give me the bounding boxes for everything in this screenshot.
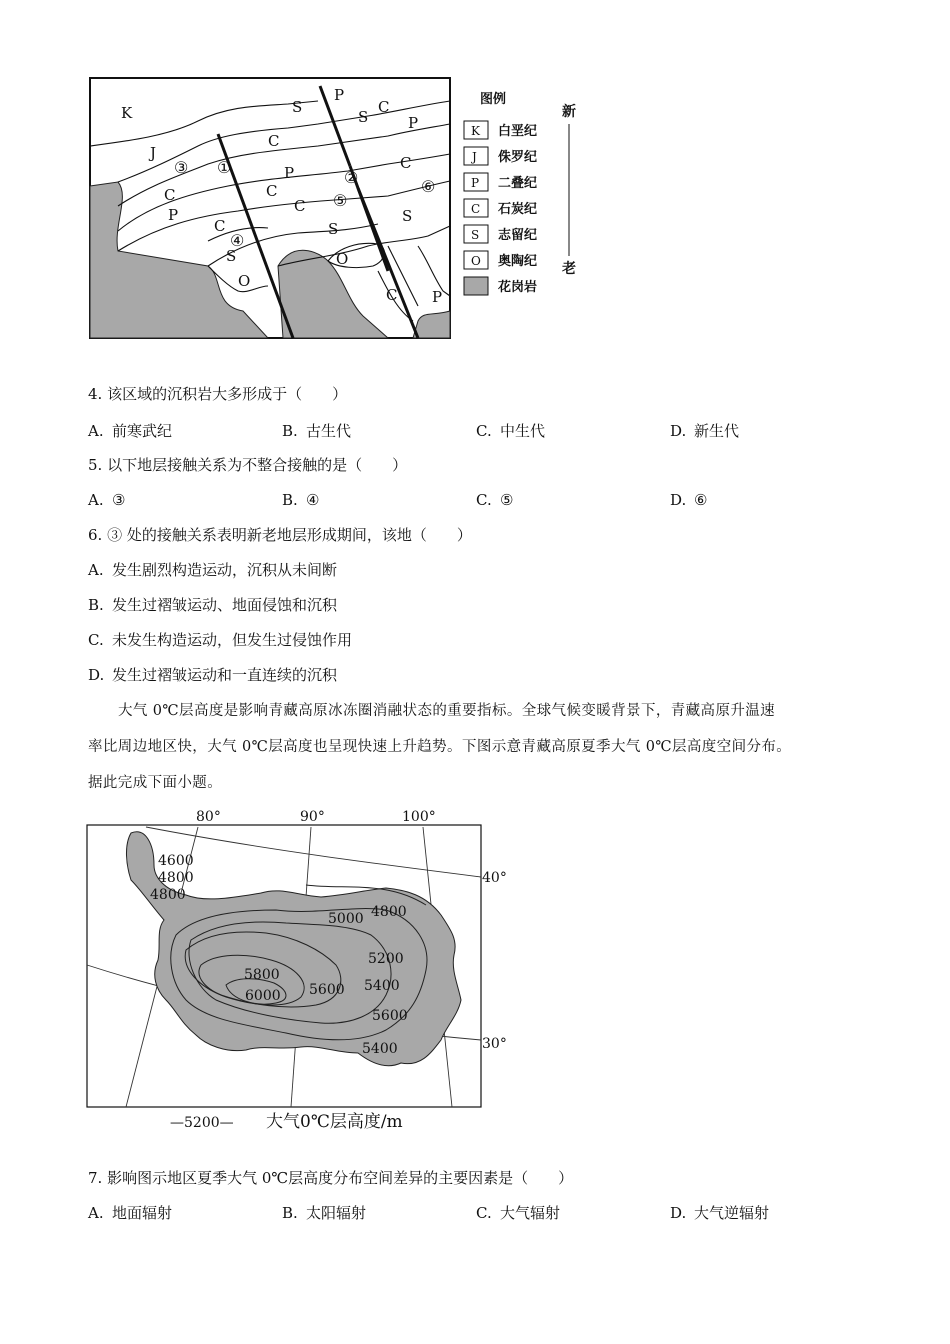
legend-name: 二叠纪 [498, 176, 538, 191]
tibet-legend-text: 大气0℃层高度/m [266, 1112, 403, 1132]
contour-label: 5800 [244, 967, 280, 983]
option-key: C. [476, 1204, 492, 1222]
stratum-label: P [284, 164, 295, 182]
q4-option-d[interactable] [670, 421, 739, 441]
option-key: D. [670, 422, 687, 440]
stratum-label: O [336, 250, 349, 268]
legend-name: 奥陶纪 [498, 254, 538, 269]
option-key: A. [88, 1204, 104, 1222]
contour-label: 6000 [245, 988, 281, 1004]
option-key: A. [88, 491, 104, 509]
stratum-label: J [150, 144, 157, 162]
tibet-legend-value: —5200— [170, 1115, 234, 1131]
stratum-label: P [432, 288, 443, 306]
geologic-map-figure [88, 76, 588, 346]
q6-option-a[interactable] [88, 560, 337, 580]
legend-title: 图例 [480, 92, 507, 107]
option-key: C. [88, 631, 104, 649]
q7-option-a[interactable] [88, 1203, 172, 1223]
contour-label: 4800 [150, 887, 186, 903]
contour-label: 5400 [362, 1041, 398, 1057]
stratum-label: C [378, 98, 390, 116]
longitude-label: 100° [402, 809, 436, 825]
q6-option-d[interactable] [88, 665, 337, 685]
q7-option-d[interactable] [670, 1203, 769, 1223]
stratum-label: P [334, 86, 345, 104]
legend-name: 志留纪 [498, 228, 538, 243]
option-text: 中生代 [500, 422, 546, 440]
legend-code: O [471, 254, 481, 268]
stratum-label: S [226, 247, 237, 265]
question-7-stem: 7. 影响图示地区夏季大气 0℃层高度分布空间差异的主要因素是（ ） [88, 1169, 574, 1187]
tibet-map-figure [86, 805, 526, 1140]
stratum-label: P [408, 114, 419, 132]
legend-old-label: 老 [562, 261, 576, 277]
point-label-4: ④ [230, 231, 245, 250]
option-text: 大气辐射 [500, 1204, 561, 1222]
q4-option-c[interactable] [476, 421, 545, 441]
option-text: 发生过褶皱运动和一直连续的沉积 [112, 666, 338, 684]
stratum-label: C [400, 154, 412, 172]
stratum-label: C [164, 186, 176, 204]
contour-label: 5200 [368, 951, 404, 967]
option-text: 新生代 [694, 422, 740, 440]
legend-new-label: 新 [562, 104, 576, 120]
stratum-label: C [386, 286, 398, 304]
legend-name: 花岗岩 [498, 280, 538, 295]
point-label-2: ② [344, 168, 359, 187]
q4-option-b[interactable] [282, 421, 351, 441]
stratum-label: C [266, 182, 278, 200]
legend-name: 白垩纪 [498, 124, 538, 139]
option-key: A. [88, 561, 104, 579]
map-legend [464, 91, 576, 295]
stratum-label: P [168, 206, 179, 224]
option-key: D. [670, 1204, 687, 1222]
contour-label: 4800 [158, 870, 194, 886]
option-key: C. [476, 422, 492, 440]
point-label-3: ③ [174, 158, 189, 177]
option-key: B. [282, 1204, 298, 1222]
q5-option-b[interactable] [282, 490, 319, 510]
stratum-label: C [268, 132, 280, 150]
option-text: ④ [306, 491, 320, 509]
contour-label: 5000 [328, 911, 364, 927]
q5-option-d[interactable] [670, 490, 707, 510]
legend-code: S [471, 228, 480, 242]
contour-label: 4800 [371, 904, 407, 920]
contour-label: 4600 [158, 853, 194, 869]
option-key: D. [88, 666, 105, 684]
latitude-label: 40° [482, 870, 507, 886]
question-5-stem: 5. 以下地层接触关系为不整合接触的是（ ） [88, 456, 408, 474]
contour-label: 5400 [364, 978, 400, 994]
q6-option-b[interactable] [88, 595, 337, 615]
legend-code: C [471, 202, 481, 216]
option-text: 未发生构造运动，但发生过侵蚀作用 [112, 631, 353, 649]
q7-option-b[interactable] [282, 1203, 366, 1223]
legend-code: J [472, 150, 477, 164]
option-text: 发生剧烈构造运动，沉积从未间断 [112, 561, 338, 579]
legend-name: 石炭纪 [498, 202, 538, 217]
longitude-label: 90° [300, 809, 325, 825]
option-text: 大气逆辐射 [694, 1204, 770, 1222]
option-text: 地面辐射 [112, 1204, 173, 1222]
latitude-label: 30° [482, 1036, 507, 1052]
question-6-stem: 6. ③ 处的接触关系表明新老地层形成期间，该地（ ） [88, 526, 472, 544]
passage-line-2: 率比周边地区快，大气 0℃层高度也呈现快速上升趋势。下图示意青藏高原夏季大气 0℃层高度空间分布。 [88, 739, 792, 755]
option-text: 太阳辐射 [306, 1204, 367, 1222]
question-4-stem: 4. 该区域的沉积岩大多形成于（ ） [88, 385, 348, 403]
q7-option-c[interactable] [476, 1203, 560, 1223]
option-key: B. [88, 596, 104, 614]
option-text: 古生代 [306, 422, 352, 440]
point-label-5: ⑤ [333, 191, 348, 210]
legend-code: K [471, 124, 480, 138]
option-key: A. [88, 422, 104, 440]
q5-option-c[interactable] [476, 490, 513, 510]
q5-option-a[interactable] [88, 490, 125, 510]
longitude-label: 80° [196, 809, 221, 825]
stratum-label: S [292, 98, 303, 116]
option-key: C. [476, 491, 492, 509]
option-key: D. [670, 491, 687, 509]
passage-line-1: 大气 0℃层高度是影响青藏高原冰冻圈消融状态的重要指标。全球气候变暖背景下，青藏高原升温速 [118, 703, 776, 719]
passage-line-3: 据此完成下面小题。 [88, 775, 223, 791]
stratum-label: K [121, 104, 133, 122]
option-text: ③ [112, 491, 126, 509]
option-text: 发生过褶皱运动、地面侵蚀和沉积 [112, 596, 338, 614]
option-text: 前寒武纪 [112, 422, 173, 440]
q6-option-c[interactable] [88, 630, 352, 650]
point-label-1: ① [217, 158, 232, 177]
q4-option-a[interactable] [88, 421, 172, 441]
stratum-label: S [402, 207, 413, 225]
stratum-label: C [294, 197, 306, 215]
option-key: B. [282, 422, 298, 440]
stratum-label: C [214, 217, 226, 235]
option-text: ⑤ [500, 491, 514, 509]
legend-code: P [471, 176, 480, 190]
stratum-label: S [358, 108, 369, 126]
option-text: ⑥ [694, 491, 708, 509]
stratum-label: S [328, 220, 339, 238]
contour-label: 5600 [309, 982, 345, 998]
stratum-label: O [238, 272, 251, 290]
option-key: B. [282, 491, 298, 509]
legend-name: 侏罗纪 [498, 150, 538, 165]
contour-label: 5600 [372, 1008, 408, 1024]
point-label-6: ⑥ [421, 177, 436, 196]
